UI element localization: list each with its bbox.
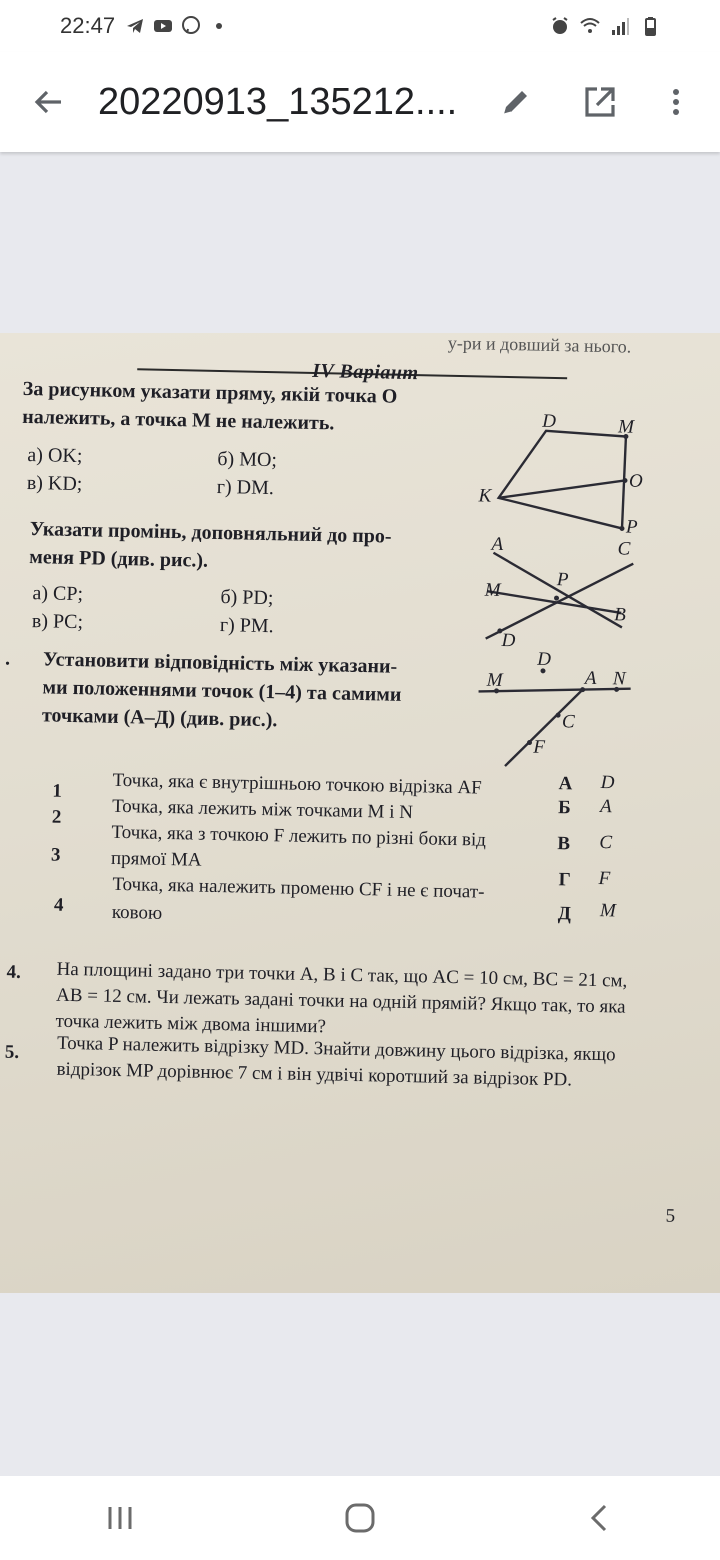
system-nav-bar [0,1476,720,1560]
battery-icon [640,16,660,36]
match-num-2: 2 [51,806,62,828]
fig1-label-p: P [625,516,638,538]
edit-icon [499,85,533,119]
task1-option-a: а) OK; [27,443,83,468]
task3-line1: Установити відповідність між указани- [42,648,398,678]
match-point-2: A [599,796,613,818]
back-button[interactable] [24,77,74,127]
variant-title: IV Варіант [312,359,419,385]
match-num-4: 4 [53,894,64,916]
fig2-label-p: P [556,569,569,591]
signal-icon [610,16,630,36]
fig1-label-m: M [617,416,635,438]
task4-num: 4. [6,961,22,983]
wifi-icon [580,16,600,36]
fig2-label-a: A [491,533,504,555]
open-in-new-button[interactable] [574,76,626,128]
recents-icon [105,1503,135,1533]
top-cut-text: у‑ри и довший за нього. [447,333,632,357]
back-icon [585,1503,615,1533]
file-title: 20220913_135212.... [98,80,458,123]
document-page [0,333,720,1293]
document-image[interactable] [0,333,720,1293]
match-point-5: M [599,900,617,922]
recents-button[interactable] [90,1488,150,1548]
task2-option-d: г) PM. [219,614,274,638]
edit-button[interactable] [490,76,542,128]
match-letter-2: Б [557,797,571,819]
home-icon [344,1502,376,1534]
match-point-3: C [599,832,613,854]
fig3-label-m: M [486,669,503,691]
app-bar [0,52,720,152]
task3-line2: ми положеннями точок (1–4) та самими [42,676,402,706]
system-icons [550,16,660,36]
task1-option-c: в) KD; [26,471,83,496]
match-text-2: Точка, яка лежить між точками M і N [111,795,414,824]
fig1-label-d: D [542,410,557,433]
fig2-label-b: B [613,604,627,626]
open-in-new-icon [583,85,617,119]
task2-line2: меня PD (див. рис.). [29,546,209,572]
match-num-3: 3 [50,844,61,866]
home-button[interactable] [330,1488,390,1548]
task1-option-b: б) MO; [217,447,278,472]
task2-option-b: б) PD; [220,586,274,610]
task4-line1: На площині задано три точки A, B і C так, що AC = 10 см, BC = 21 см, [56,958,628,992]
match-text-3: Точка, яка з точкою F лежить по різні боки від [111,821,487,851]
fig3-label-f: F [533,736,546,758]
task3-line3: точками (А–Д) (див. рис.). [41,704,278,732]
back-nav-button[interactable] [570,1488,630,1548]
arrow-back-icon [33,86,65,118]
match-letter-4: Г [558,869,571,891]
match-point-4: F [598,868,611,890]
task2-option-a: а) CP; [32,582,84,606]
fig2-label-d: D [501,629,516,652]
fig1-label-o: O [628,470,643,492]
fig3-label-a: A [584,667,597,689]
match-letter-3: В [557,833,571,855]
youtube-icon [153,16,173,36]
match-point-1: D [600,772,615,794]
dot-icon [209,16,229,36]
match-text-4: Точка, яка належить променю CF і не є почат- [112,873,485,903]
task2-line1: Указати промінь, доповняльний до про- [29,518,392,548]
more-options-button[interactable] [650,76,702,128]
fig3-label-d: D [537,648,552,670]
task2-option-c: в) PC; [31,610,84,634]
page-number: 5 [665,1205,676,1227]
task4-line3: точка лежить між двома іншими? [55,1010,327,1038]
match-text-4b: ковою [111,901,163,924]
task5-line2: відрізок MP дорівнює 7 см і він удвічі коротший за відрізок PD. [56,1058,573,1091]
match-letter-1: А [558,773,573,795]
match-text-1: Точка, яка є внутрішньою точкою відрізка AF [112,769,482,799]
telegram-icon [125,16,145,36]
match-letter-5: Д [557,903,572,925]
alarm-icon [550,16,570,36]
task1-line2: належить, а точка M не належить. [21,405,335,435]
task1-option-d: г) DM. [216,475,275,500]
status-time: 22:47 [60,13,116,38]
status-bar [0,0,720,52]
fig2-label-m: M [484,579,501,601]
task3-marker: . [4,647,11,670]
notification-icons [125,16,229,36]
fig3-label-n: N [612,668,626,690]
match-num-1: 1 [52,780,63,802]
fig1-label-k: K [478,485,492,507]
viber-icon [181,16,201,36]
task1-line1: За рисунком указати пряму, якій точка O [22,377,398,408]
task5-line1: Точка P належить відрізку MD. Знайти довжину цього відрізка, якщо [56,1032,616,1066]
task5-num: 5. [4,1041,20,1063]
task4-line2: AB = 12 см. Чи лежать задані точки на одній прямій? Якщо так, то яка [55,984,626,1018]
more-vert-icon [659,85,693,119]
match-text-3b: прямої MA [110,847,202,871]
fig3-label-c: C [561,711,575,733]
fig2-label-c: C [617,538,631,560]
